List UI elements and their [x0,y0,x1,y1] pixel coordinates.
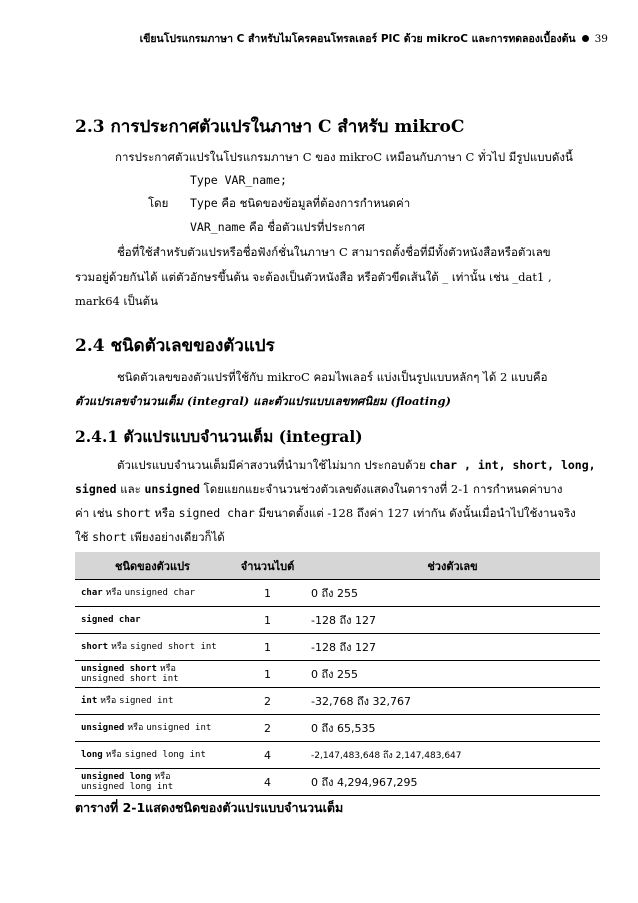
range-cell: 0 ถึง 255 [305,661,600,688]
integral-keywords: char , int, short, long, [429,458,596,472]
type-keyword: long [81,750,103,760]
integral-line-4-pre: ใช้ [75,530,89,544]
integral-line-4 [75,529,225,547]
table-row [75,661,600,688]
varname-keyword: VAR_name [190,220,246,234]
type-definition [190,195,410,213]
type-alias: unsigned short int [81,674,179,684]
range-cell: 0 ถึง 4,294,967,295 [305,769,600,796]
type-keyword: signed char [81,615,141,625]
integral-line-2 [75,481,563,499]
or-word: หรือ [151,772,171,782]
bullet-icon [582,35,589,42]
type-cell [75,769,230,796]
integral-line-1-text: ตัวแปรแบบจำนวนเต็มมีค่าสงวนที่นำมาใช้ไม่มาก ประกอบด้วย [117,458,426,472]
column-header-type: ชนิดของตัวแปร [75,552,230,580]
type-alias: signed long int [124,750,206,760]
table-row [75,769,600,796]
type-keyword: unsigned short [81,664,157,674]
or-word: หรือ [154,506,176,520]
table-row [75,688,600,715]
naming-paragraph-line-1: ชื่อที่ใช้สำหรับตัวแปรหรือชื่อฟังก์ชั่นในภาษา C สามารถตั้งชื่อที่มีทั้งตัวหนังสือหรือตัวเลข [117,245,551,259]
range-cell: -2,147,483,648 ถึง 2,147,483,647 [305,742,600,769]
type-alias: unsigned long int [81,782,174,792]
varname-description: คือ ชื่อตัวแปรที่ประกาศ [249,220,365,234]
table-caption: ตารางที่ 2-1แสดงชนิดของตัวแปรแบบจำนวนเต็ม [75,800,344,815]
signed-keyword: signed [75,482,117,496]
bytes-cell: 1 [230,661,305,688]
type-keyword: unsigned long [81,772,152,782]
type-cell [75,634,230,661]
short-keyword-2: short [92,530,127,544]
range-cell: 0 ถึง 65,535 [305,715,600,742]
bytes-cell: 1 [230,634,305,661]
column-header-range: ช่วงตัวเลข [305,552,600,580]
signed-char-keyword: signed char [178,506,255,520]
integral-line-3-pre: ค่า เช่น [75,506,113,520]
range-cell: -128 ถึง 127 [305,634,600,661]
type-keyword: short [81,642,109,652]
integral-line-2-text: โดยแยกแยะจำนวนช่วงตัวเลขดังแสดงในตารางที่ 2-1 การกำหนดค่าบาง [203,482,563,496]
page-number: 39 [594,33,608,45]
naming-paragraph-line-2: รวมอยู่ด้วยกันได้ แต่ตัวอักษรขึ้นต้น จะต้องเป็นตัวหนังสือ หรือตัวขีดเส้นใต้ _ เท่านั้น เช่น _dat1 , [75,270,552,284]
integral-line-3 [75,505,576,523]
type-cell [75,580,230,607]
section-2-4-line-2: ตัวแปรเลขจำนวนเต็ม (integral) และตัวแปรแบบเลขทศนิยม (floating) [75,394,451,408]
integral-line-4-text: เพียงอย่างเดียวก็ได้ [130,530,225,544]
table-row [75,715,600,742]
type-cell [75,661,230,688]
type-alias: unsigned int [146,723,212,733]
range-cell: -128 ถึง 127 [305,607,600,634]
bytes-cell: 2 [230,688,305,715]
section-2-3-intro: การประกาศตัวแปรในโปรแกรมภาษา C ของ mikroC เหมือนกับภาษา C ทั่วไป มีรูปแบบดังนี้ [115,150,573,164]
syntax-line: Type VAR_name; [190,173,287,187]
type-description: คือ ชนิดของข้อมูลที่ต้องการกำหนดค่า [221,196,411,210]
integer-types-table [75,552,600,796]
type-alias: signed int [119,696,174,706]
type-keyword: char [81,588,103,598]
type-cell [75,742,230,769]
where-label: โดย [148,196,169,210]
or-word: หรือ [156,664,176,674]
type-cell [75,688,230,715]
unsigned-keyword: unsigned [144,482,200,496]
header-title: เขียนโปรแกรมภาษา C สำหรับไมโครคอนโทรลเลอร์ PIC ด้วย mikroC และการทดลองเบื้องต้น [139,33,576,45]
section-2-4-heading: 2.4 ชนิดตัวเลขของตัวแปร [75,336,275,356]
or-word: หรือ [124,723,147,733]
type-alias: signed short int [130,642,217,652]
range-cell: -32,768 ถึง 32,767 [305,688,600,715]
bytes-cell: 4 [230,742,305,769]
table-row [75,580,600,607]
type-alias: unsigned char [124,588,196,598]
column-header-bytes: จำนวนไบต์ [230,552,305,580]
or-word: หรือ [97,696,120,706]
or-word: หรือ [108,642,130,652]
section-2-4-1-heading: 2.4.1 ตัวแปรแบบจำนวนเต็ม (integral) [75,427,363,446]
or-word: หรือ [102,750,125,760]
type-keyword: unsigned [81,723,125,733]
bytes-cell: 1 [230,607,305,634]
short-keyword: short [116,506,151,520]
type-cell [75,607,230,634]
or-word: หรือ [102,588,125,598]
and-word: และ [120,482,141,496]
running-header [140,30,608,47]
integral-line-3-text: มีขนาดตั้งแต่ -128 ถึงค่า 127 เท่ากัน ดังนั้นเมื่อนำไปใช้งานจริง [258,506,576,520]
table-row [75,634,600,661]
table-row [75,742,600,769]
varname-definition [190,219,365,237]
section-2-4-line-1: ชนิดตัวเลขของตัวแปรที่ใช้กับ mikroC คอมไพเลอร์ แบ่งเป็นรูปแบบหลักๆ ได้ 2 แบบคือ [117,370,548,384]
bytes-cell: 4 [230,769,305,796]
type-keyword: int [81,696,98,706]
type-keyword: Type [190,196,218,210]
section-2-3-heading: 2.3 การประกาศตัวแปรในภาษา C สำหรับ mikroC [75,117,465,137]
type-cell [75,715,230,742]
range-cell: 0 ถึง 255 [305,580,600,607]
table-row [75,607,600,634]
table-header-row [75,552,600,580]
naming-paragraph-line-3: mark64 เป็นต้น [75,294,158,308]
bytes-cell: 1 [230,580,305,607]
bytes-cell: 2 [230,715,305,742]
integral-line-1 [117,457,596,475]
